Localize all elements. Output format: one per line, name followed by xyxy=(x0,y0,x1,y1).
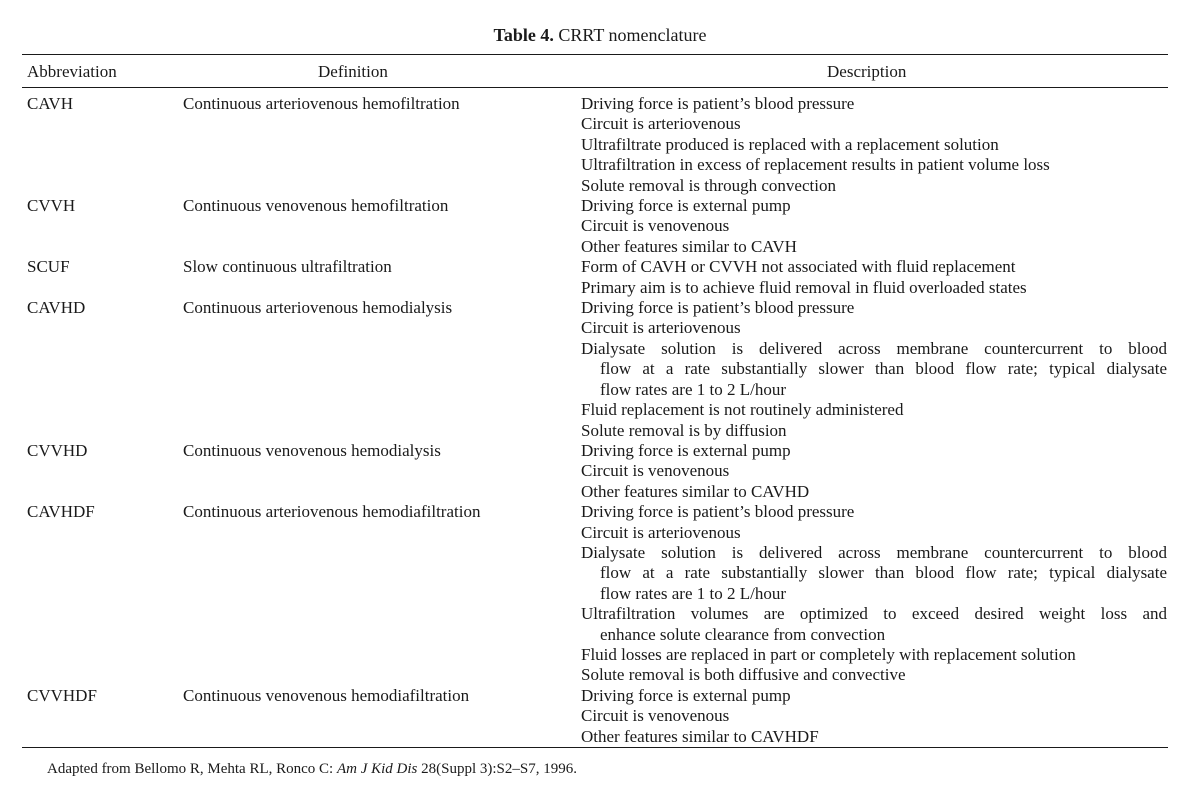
description-line: Ultrafiltration in excess of replacement results in patient volume loss xyxy=(581,155,1050,175)
description-line: Solute removal is through convection xyxy=(581,175,836,195)
abbreviation-cell: CAVH xyxy=(27,94,73,113)
footnote-suffix: 28(Suppl 3):S2–S7, 1996. xyxy=(417,761,577,777)
description-line: Other features similar to CAVH xyxy=(581,236,797,256)
table-row xyxy=(0,441,1200,502)
description-line: Circuit is venovenous xyxy=(581,461,730,481)
column-header-description: Description xyxy=(827,62,907,81)
description-line: Ultrafiltrate produced is replaced with a replacement solution xyxy=(581,134,999,154)
table-label: Table 4. xyxy=(493,25,554,45)
table-footnote xyxy=(47,760,577,778)
description-line: Fluid losses are replaced in part or completely with replacement solution xyxy=(581,644,1076,664)
description-line: Driving force is external pump xyxy=(581,440,791,460)
description-cell xyxy=(581,441,1167,502)
abbreviation-cell: CVVH xyxy=(27,196,76,216)
description-line: Other features similar to CAVHD xyxy=(581,481,810,501)
definition-cell: Continuous venovenous hemodiafiltration xyxy=(183,685,470,705)
table-row xyxy=(0,686,1200,747)
column-header-abbreviation: Abbreviation xyxy=(27,62,117,81)
table-row xyxy=(0,196,1200,257)
definition-cell: Slow continuous ultrafiltration xyxy=(183,257,392,277)
description-line: flow rates are 1 to 2 L/hour xyxy=(600,379,786,399)
description-line: flow at a rate substantially slower than blood flow rate; typical dialysate xyxy=(600,563,1167,583)
definition-cell: Continuous arteriovenous hemofiltration xyxy=(183,94,460,113)
description-line: Driving force is patient’s blood pressure xyxy=(581,94,855,113)
description-line: Other features similar to CAVHDF xyxy=(581,726,819,746)
description-line: enhance solute clearance from convection xyxy=(600,624,886,644)
table-row xyxy=(0,502,1200,686)
abbreviation-cell: SCUF xyxy=(27,257,70,277)
description-line: Driving force is patient’s blood pressure xyxy=(581,502,855,522)
table-row xyxy=(0,298,1200,441)
table-top-rule xyxy=(22,54,1168,55)
description-line: Ultrafiltration volumes are optimized to exceed desired weight loss and xyxy=(581,604,1167,624)
description-line: Primary aim is to achieve fluid removal in fluid overloaded states xyxy=(581,277,1027,297)
description-cell xyxy=(581,257,1167,298)
abbreviation-cell: CAVHD xyxy=(27,298,86,318)
definition-cell: Continuous venovenous hemofiltration xyxy=(183,196,449,216)
description-line: Circuit is venovenous xyxy=(581,706,730,726)
table-body xyxy=(0,94,1200,747)
description-cell xyxy=(581,686,1167,747)
description-line: Fluid replacement is not routinely administered xyxy=(581,400,904,420)
description-line: Circuit is arteriovenous xyxy=(581,114,741,134)
description-line: Dialysate solution is delivered across membrane countercurrent to blood xyxy=(581,542,1167,562)
table-header-rule xyxy=(22,87,1168,88)
column-header-definition: Definition xyxy=(318,62,388,81)
description-line: Driving force is external pump xyxy=(581,685,791,705)
description-line: Circuit is arteriovenous xyxy=(581,318,741,338)
description-line: Solute removal is by diffusion xyxy=(581,420,787,440)
table-title xyxy=(0,24,1200,46)
description-line: Driving force is external pump xyxy=(581,196,791,216)
table-caption: CRRT nomenclature xyxy=(558,25,707,45)
footnote-journal: Am J Kid Dis xyxy=(336,761,418,777)
definition-cell: Continuous arteriovenous hemodialysis xyxy=(183,298,453,318)
table-bottom-rule xyxy=(22,747,1168,748)
description-line: Dialysate solution is delivered across membrane countercurrent to blood xyxy=(581,338,1167,358)
description-line: flow rates are 1 to 2 L/hour xyxy=(600,583,786,603)
definition-cell: Continuous venovenous hemodialysis xyxy=(183,440,441,460)
table-row xyxy=(0,94,1200,196)
description-line: Circuit is venovenous xyxy=(581,216,730,236)
description-cell xyxy=(581,298,1167,441)
table-row xyxy=(0,257,1200,298)
description-line: Solute removal is both diffusive and convective xyxy=(581,665,906,685)
description-cell xyxy=(581,94,1167,196)
description-line: Driving force is patient’s blood pressure xyxy=(581,298,855,318)
description-line: Circuit is arteriovenous xyxy=(581,522,741,542)
abbreviation-cell: CAVHDF xyxy=(27,502,95,522)
definition-cell: Continuous arteriovenous hemodiafiltration xyxy=(183,502,481,522)
description-line: Form of CAVH or CVVH not associated with fluid replacement xyxy=(581,257,1016,277)
footnote-prefix: Adapted from Bellomo R, Mehta RL, Ronco C: xyxy=(47,761,337,777)
description-cell xyxy=(581,196,1167,257)
description-cell xyxy=(581,502,1167,686)
abbreviation-cell: CVVHD xyxy=(27,440,88,460)
abbreviation-cell: CVVHDF xyxy=(27,685,97,705)
description-line: flow at a rate substantially slower than blood flow rate; typical dialysate xyxy=(600,359,1167,379)
